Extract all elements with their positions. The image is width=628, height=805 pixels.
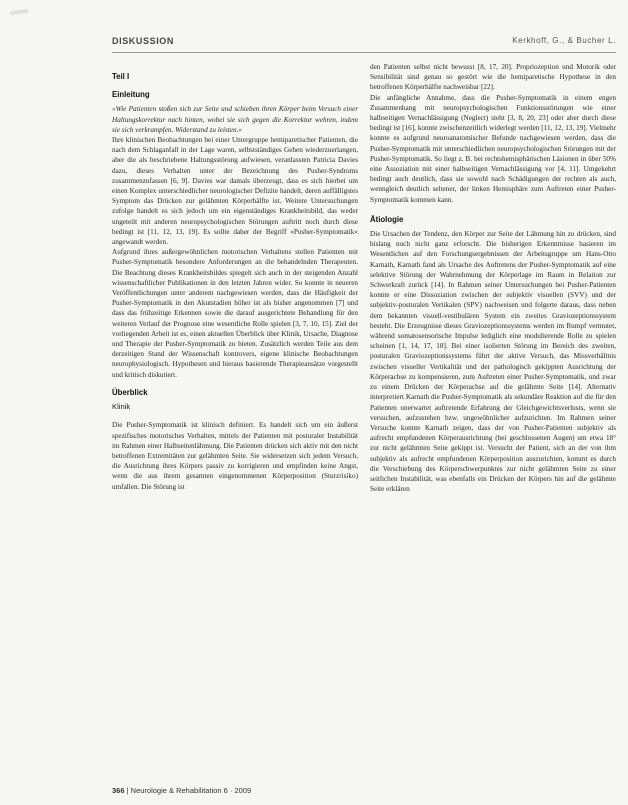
page-header: [112, 36, 616, 50]
journal-name: Neurologie & Rehabilitation 6 · 2009: [130, 786, 252, 795]
footer-separator: |: [126, 786, 131, 795]
body-paragraph: Die Ursachen der Tendenz, den Körper zur Seite der Lähmung hin zu drücken, sind bislang noch nicht ganz erforscht. Die bisherigen Erkenntnisse basieren im Wesentlichen auf den Forschungsergebnissen der Arbeitsgruppe um Hans-Otto Karnath, Karnath fand als Ursache des Auftretens der Pusher-Symptomatik auf eine selektive Störung der Wahrnehmung der Körperlage im Raum in Relation zur Schwerkraft zurück [14]. In Rahmen seiner Untersuchungen bei Pusher-Patienten konnte er eine Dissoziation zwischen der subjektiv visuellen (SVV) und der subjektiv-posturalen Vertikalen (SPV) nachweisen und folgerte daraus, dass neben dem bekannten visuell-vestibulären System ein zweites Graviozeptionssystem besteht. Die Erzeugnisse dieses Graviozeptionssystems werden im Rumpf vermutet, während somatosensorische Impulse lediglich eine modulierende Rolle zu spielen scheinen [1, 14, 17, 18]. Bei einer isolierten Störung im Bereich des zweiten, posturalen Graviozeptionssystems führt der aktive Versuch, das Missverhältnis zwischen visueller Vertikalität und der pathologisch gekippten Ausrichtung der Körperachse zu kompensieren, zum Auftreten einer Pusher-Symptomatik, und zwar zu einem Drücken der Körperachse auf die gelähmte Seite [14]. Alternativ interpretiert Karnath die Pusher-Symptomatik als sekundäre Reaktion auf die für den Patienten unerwartet auftretende Erfahrung der Gleichgewichtsverlusts, wenn sie versuchen, aufzustehen bzw. ungewöhnlicher aufzurichten. Im Rahmen seiner Versuche konnte Karnath zeigen, dass der von Pusher-Patienten subjektiv als aufrecht empfundenen Körperausrichtung (bei geschlossenen Augen) um etwa 18° zur nicht gelähmten Seite gekippt ist. Versucht der Patient, sich an der von ihm subjektiv als aufrecht empfundenen Körperposition auszurichten, kommt es durch die Verschiebung des Körperschwerpunktes zur nicht gelähmten Seite zu einer seitlichen Instabilität, was ebenfalls ein Drücken der Körpers hin auf die gelähmte Seite erklären: [370, 230, 616, 494]
page-number: 366: [112, 786, 125, 795]
body-paragraph: Die anfängliche Annahme, dass die Pusher-Symptomatik in einem engen Zusammenhang mit neuropsychologischen Funktionsstörungen wie einer halbseitigen Vernachlässigung (Neglect) steht [3, 8, 20, 23] oder aber durch diese bedingt ist [16], konnte zwischenzeitlich widerlegt werden [11, 12, 13, 19]. Vielmehr konnte es aufgrund neuroanatomischer Befunde nachgewiesen werden, dass die Pusher-Symptomatik mit unterschiedlichen neuropsychologischen Störungen mit der Pusher-Symptomatik. So liegt z. B. bei rechtshemisphärischen Läsionen in über 50% eine Assoziation mit einer halbseitigen Vernachlässigung vor [4, 11]. Umgekehrt bedingt auch deutlich, dass sie sowohl nach Schädigungen der rechten als auch, wenngleich deutlich seltener, der linken Hemisphäre zum Auftreten einer Pusher-Symptomatik kommen kann.: [370, 93, 616, 204]
section-label: DISKUSSION: [112, 36, 175, 46]
quote-paragraph: »Wie Patienten stoßen sich zur Seite und schieben ihren Körper beim Versuch einer Haltungskorrektur nach hinten, wobei sie sich gegen die Korrektur wehren, indem sie sich verkrampfen. Widerstand zu leisten.«: [112, 105, 358, 134]
section-heading: Überblick: [112, 387, 148, 397]
section-heading: Einleitung: [112, 90, 150, 100]
section-heading: Ätiologie: [370, 214, 404, 224]
left-column: [112, 62, 358, 492]
body-paragraph: den Patienten selbst nicht bewusst [8, 17, 20]. Propriozeption und Motorik oder Sensibilität sind genau so gestört wie die hemiparetische Hypothese in den betroffenen Körperhälfte nachweisbar [22].: [370, 63, 616, 92]
author-line: Kerkhoff, G., & Bucher L.: [512, 36, 616, 45]
scan-artifact: [10, 9, 28, 15]
body-paragraph: Die Pusher-Symptomatik ist klinisch definiert. Es handelt sich um ein äußerst spezifisches motorisches Verhalten, mittels der Patienten mit posturaler Instabilität im Rahmen einer Halbseitenlähmung. Die Patienten drücken sich aktiv mit den nicht betroffenen Extremitäten zur gelähmten Seite. Sie widersetzen sich jedem Versuch, die Ausrichtung ihres Körpers passiv zu korrigieren und empfinden keine Angst, wenn die aus ihrem gesamten eingenommenen Körperposition (Sturzrisiko) umfallen. Die Störung ist: [112, 421, 358, 491]
page-footer: [112, 786, 251, 795]
body-paragraph: Ihre klinischen Beobachtungen bei einer Untergruppe hemiparetischer Patienten, die nach dem Schlaganfall in der Lage waren, selbstständiges Gehen wiederzuerlangen, aber die als beschriebene Haltungsstörung aufwiesen, veranlassten Patricia Davies dazu, dieses Verhalten unter der Bezeichnung des Pusher-Syndroms zusammenzufassen [6, 9]. Davies war damals überzeugt, dass es sich hierbei um einen Komplex unterschiedlicher neurologischer Defizite handelt, deren auffälligstes Symptom das Drücken zur gelähmten Körperhälfte ist. Weitere Untersuchungen zufolge handelt es sich jedoch um ein eigenständiges Krankheitsbild, das weder ungeteilt mit anderen neuropsychologischen Störungen auftritt noch durch diese bedingt ist [11, 12, 13, 19]. Es sollte daher der Begriff »Pusher-Symptomatik« angewandt werden.: [112, 136, 358, 247]
right-column: [370, 62, 616, 494]
subsection-heading: Klinik: [112, 402, 131, 412]
header-rule: [112, 52, 616, 53]
body-paragraph: Aufgrund ihres außergewöhnlichen motorischen Verhaltens stellen Patienten mit Pusher-Symptomatik besondere Anforderungen an die behandelnden Therapeuten. Die Beachtung dieses Krankheitsbildes spiegelt sich auch in der steigenden Anzahl wissenschaftlicher Publikationen in den letzten Jahren wider. So konnte in neueren Veröffentlichungen unter anderem nachgewiesen werden, dass die Häufigkeit der Pusher-Symptomatik in den Akutstadien höher ist als bisher angenommen [7] und dass das frühzeitige Erkennen sowie die darauf ausgerichtete Behandlung für den weiteren Verlauf der Prognose eine wesentliche Rolle spielen [3, 7, 10, 15]. Ziel der vorliegenden Arbeit ist es, einen aktuellen Überblick über Klinik, Ursache, Diagnose und Therapie der Pusher-Symptomatik zu bieten. Zusätzlich werden Teile aus dem derzeitigen Stand der Wissenschaft kontrovers, eigene klinische Beobachtungen neurophysiologisch. Hypothesen und hieraus basierende Therapieansätze vorgestellt und kritisch diskutiert.: [112, 248, 358, 379]
section-heading: Teil I: [112, 72, 130, 81]
